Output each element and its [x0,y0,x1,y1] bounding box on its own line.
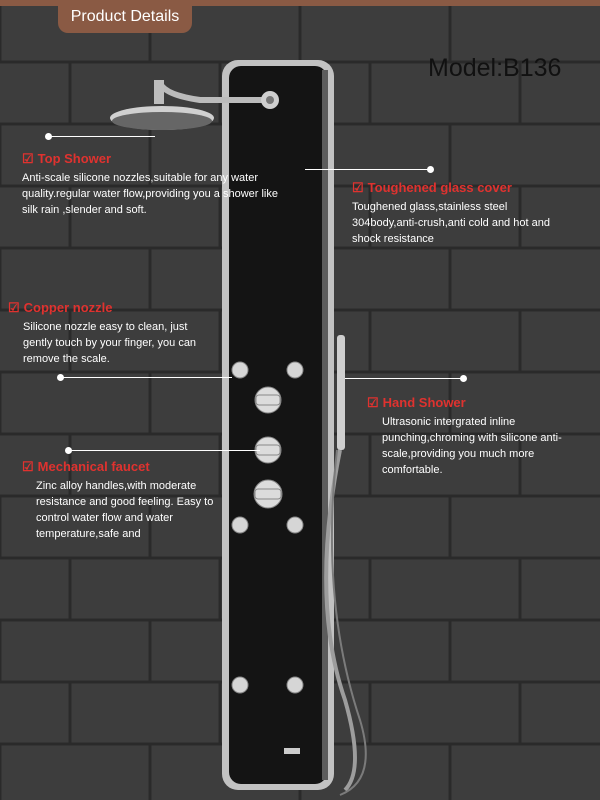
feature-description: Toughened glass,stainless steel 304body,anti-crush,anti cold and hot and shock resistance [352,201,550,245]
callout-line [62,377,232,378]
feature-copper-nozzle [8,300,218,367]
feature-top-shower [22,151,292,218]
product-details-tab[interactable]: Product Details [58,0,192,33]
feature-description: Silicone nozzle easy to clean, just gently touch by your finger, you can remove the scale. [23,321,197,365]
feature-mechanical-faucet [22,459,217,542]
feature-description: Anti-scale silicone nozzles,suitable for any water quality.regular water flow,providing you a shower like silk rain ,slender and soft. [22,172,278,216]
checkbox-icon: ☑ [22,459,34,474]
callout-line [50,136,155,137]
feature-description: Zinc alloy handles,with moderate resistance and good feeling. Easy to control water flow and water temperature,safe and [36,480,214,540]
feature-toughened-glass-cover [352,180,552,247]
model-label: Model:B136 [428,54,562,82]
callout-dot [460,375,467,382]
checkbox-icon: ☑ [367,395,379,410]
feature-title: ☑ Toughened glass cover [352,180,512,195]
checkbox-icon: ☑ [22,151,34,166]
checkbox-icon: ☑ [8,300,20,315]
callout-line [70,450,260,451]
feature-title: ☑ Copper nozzle [8,300,113,315]
feature-hand-shower [367,395,567,478]
feature-title: ☑ Top Shower [22,151,112,166]
callout-line [345,378,463,379]
checkbox-icon: ☑ [352,180,364,195]
callout-dot [427,166,434,173]
feature-title: ☑ Hand Shower [367,395,466,410]
feature-description: Ultrasonic intergrated inline punching,chroming with silicone anti-scale,providing you much more comfortable. [382,416,562,476]
callout-line [305,169,430,170]
feature-title: ☑ Mechanical faucet [22,459,150,474]
